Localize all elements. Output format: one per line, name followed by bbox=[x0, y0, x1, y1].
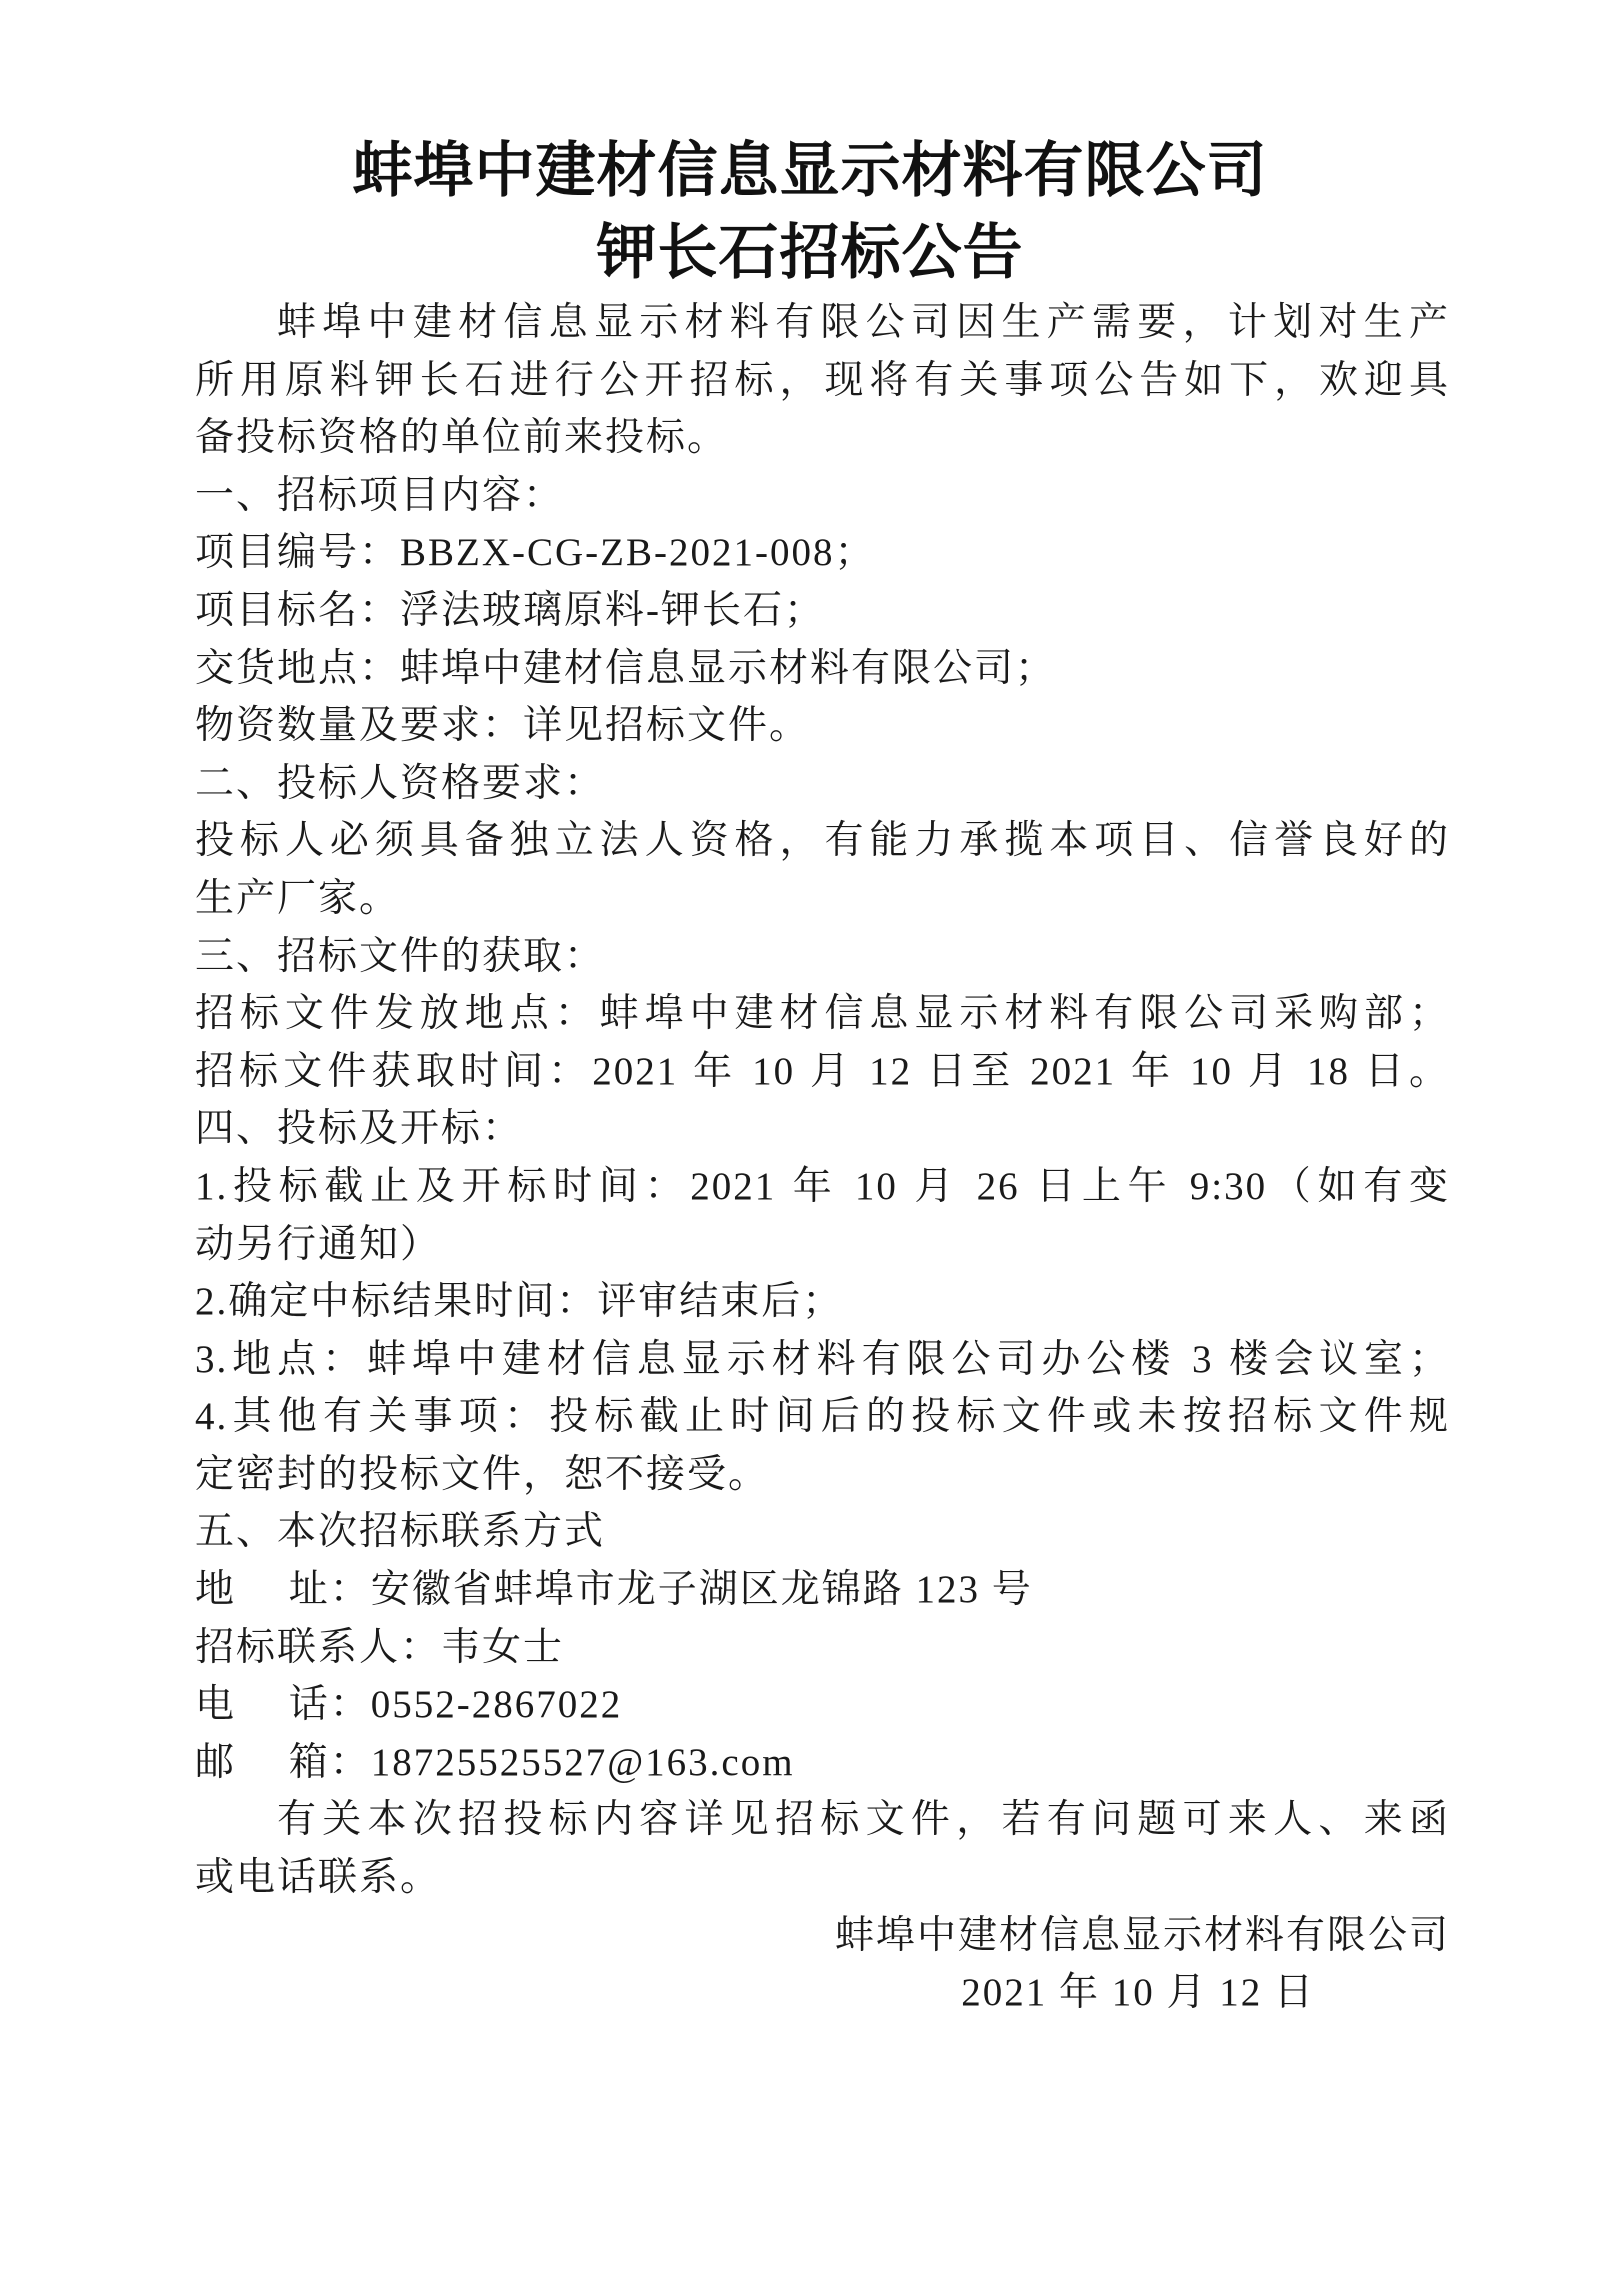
document-line: 地 址：安徽省蚌埠市龙子湖区龙锦路 123 号 bbox=[195, 1568, 1033, 1612]
document-line: 1.投标截止及开标时间：2021 年 10 月 26 日上午 9:30（如有变 bbox=[195, 1164, 1450, 1208]
document-line: 交货地点：蚌埠中建材信息显示材料有限公司； bbox=[195, 646, 1057, 690]
document-line: 二、投标人资格要求： bbox=[195, 761, 606, 805]
document-line: 一、招标项目内容： bbox=[195, 473, 565, 517]
document-line: 3.地点：蚌埠中建材信息显示材料有限公司办公楼 3 楼会议室； bbox=[195, 1337, 1450, 1381]
document-line: 招标文件发放地点：蚌埠中建材信息显示材料有限公司采购部； bbox=[195, 992, 1450, 1036]
document-line: 蚌埠中建材信息显示材料有限公司 bbox=[834, 1913, 1450, 1957]
document-line: 有关本次招投标内容详见招标文件，若有问题可来人、来函 bbox=[277, 1798, 1450, 1842]
document-line: 2021 年 10 月 12 日 bbox=[961, 1971, 1315, 2015]
document-line: 备投标资格的单位前来投标。 bbox=[195, 416, 729, 460]
document-title-subject: 钾长石招标公告 bbox=[596, 220, 1024, 286]
document-body bbox=[195, 294, 1450, 2022]
document-line: 四、投标及开标： bbox=[195, 1107, 524, 1151]
document-line: 蚌埠中建材信息显示材料有限公司因生产需要，计划对生产 bbox=[277, 301, 1450, 344]
document-line: 2.确定中标结果时间：评审结束后； bbox=[195, 1280, 844, 1324]
document-title-company: 蚌埠中建材信息显示材料有限公司 bbox=[352, 138, 1268, 204]
document-line: 三、招标文件的获取： bbox=[195, 934, 606, 978]
document-line: 定密封的投标文件，恕不接受。 bbox=[195, 1452, 770, 1496]
document-line: 投标人必须具备独立法人资格，有能力承揽本项目、信誉良好的 bbox=[195, 819, 1450, 863]
document-line: 招标联系人：韦女士 bbox=[195, 1625, 565, 1669]
document-line: 五、本次招标联系方式 bbox=[195, 1510, 606, 1554]
document-line: 4.其他有关事项：投标截止时间后的投标文件或未按招标文件规 bbox=[195, 1395, 1450, 1439]
document-line: 动另行通知） bbox=[195, 1222, 442, 1266]
document-line: 项目标名：浮法玻璃原料-钾长石； bbox=[195, 588, 825, 632]
document-line: 邮 箱：18725525527@163.com bbox=[195, 1740, 795, 1784]
document-line: 物资数量及要求：详见招标文件。 bbox=[195, 704, 811, 748]
document-line: 电 话：0552-2867022 bbox=[195, 1683, 623, 1727]
document-line: 所用原料钾长石进行公开招标，现将有关事项公告如下，欢迎具 bbox=[195, 358, 1450, 402]
document-line: 项目编号：BBZX-CG-ZB-2021-008； bbox=[195, 531, 876, 575]
document-line: 招标文件获取时间：2021 年 10 月 12 日至 2021 年 10 月 18 日。 bbox=[195, 1049, 1450, 1093]
document-line: 或电话联系。 bbox=[195, 1856, 442, 1900]
document-line: 生产厂家。 bbox=[195, 876, 401, 920]
